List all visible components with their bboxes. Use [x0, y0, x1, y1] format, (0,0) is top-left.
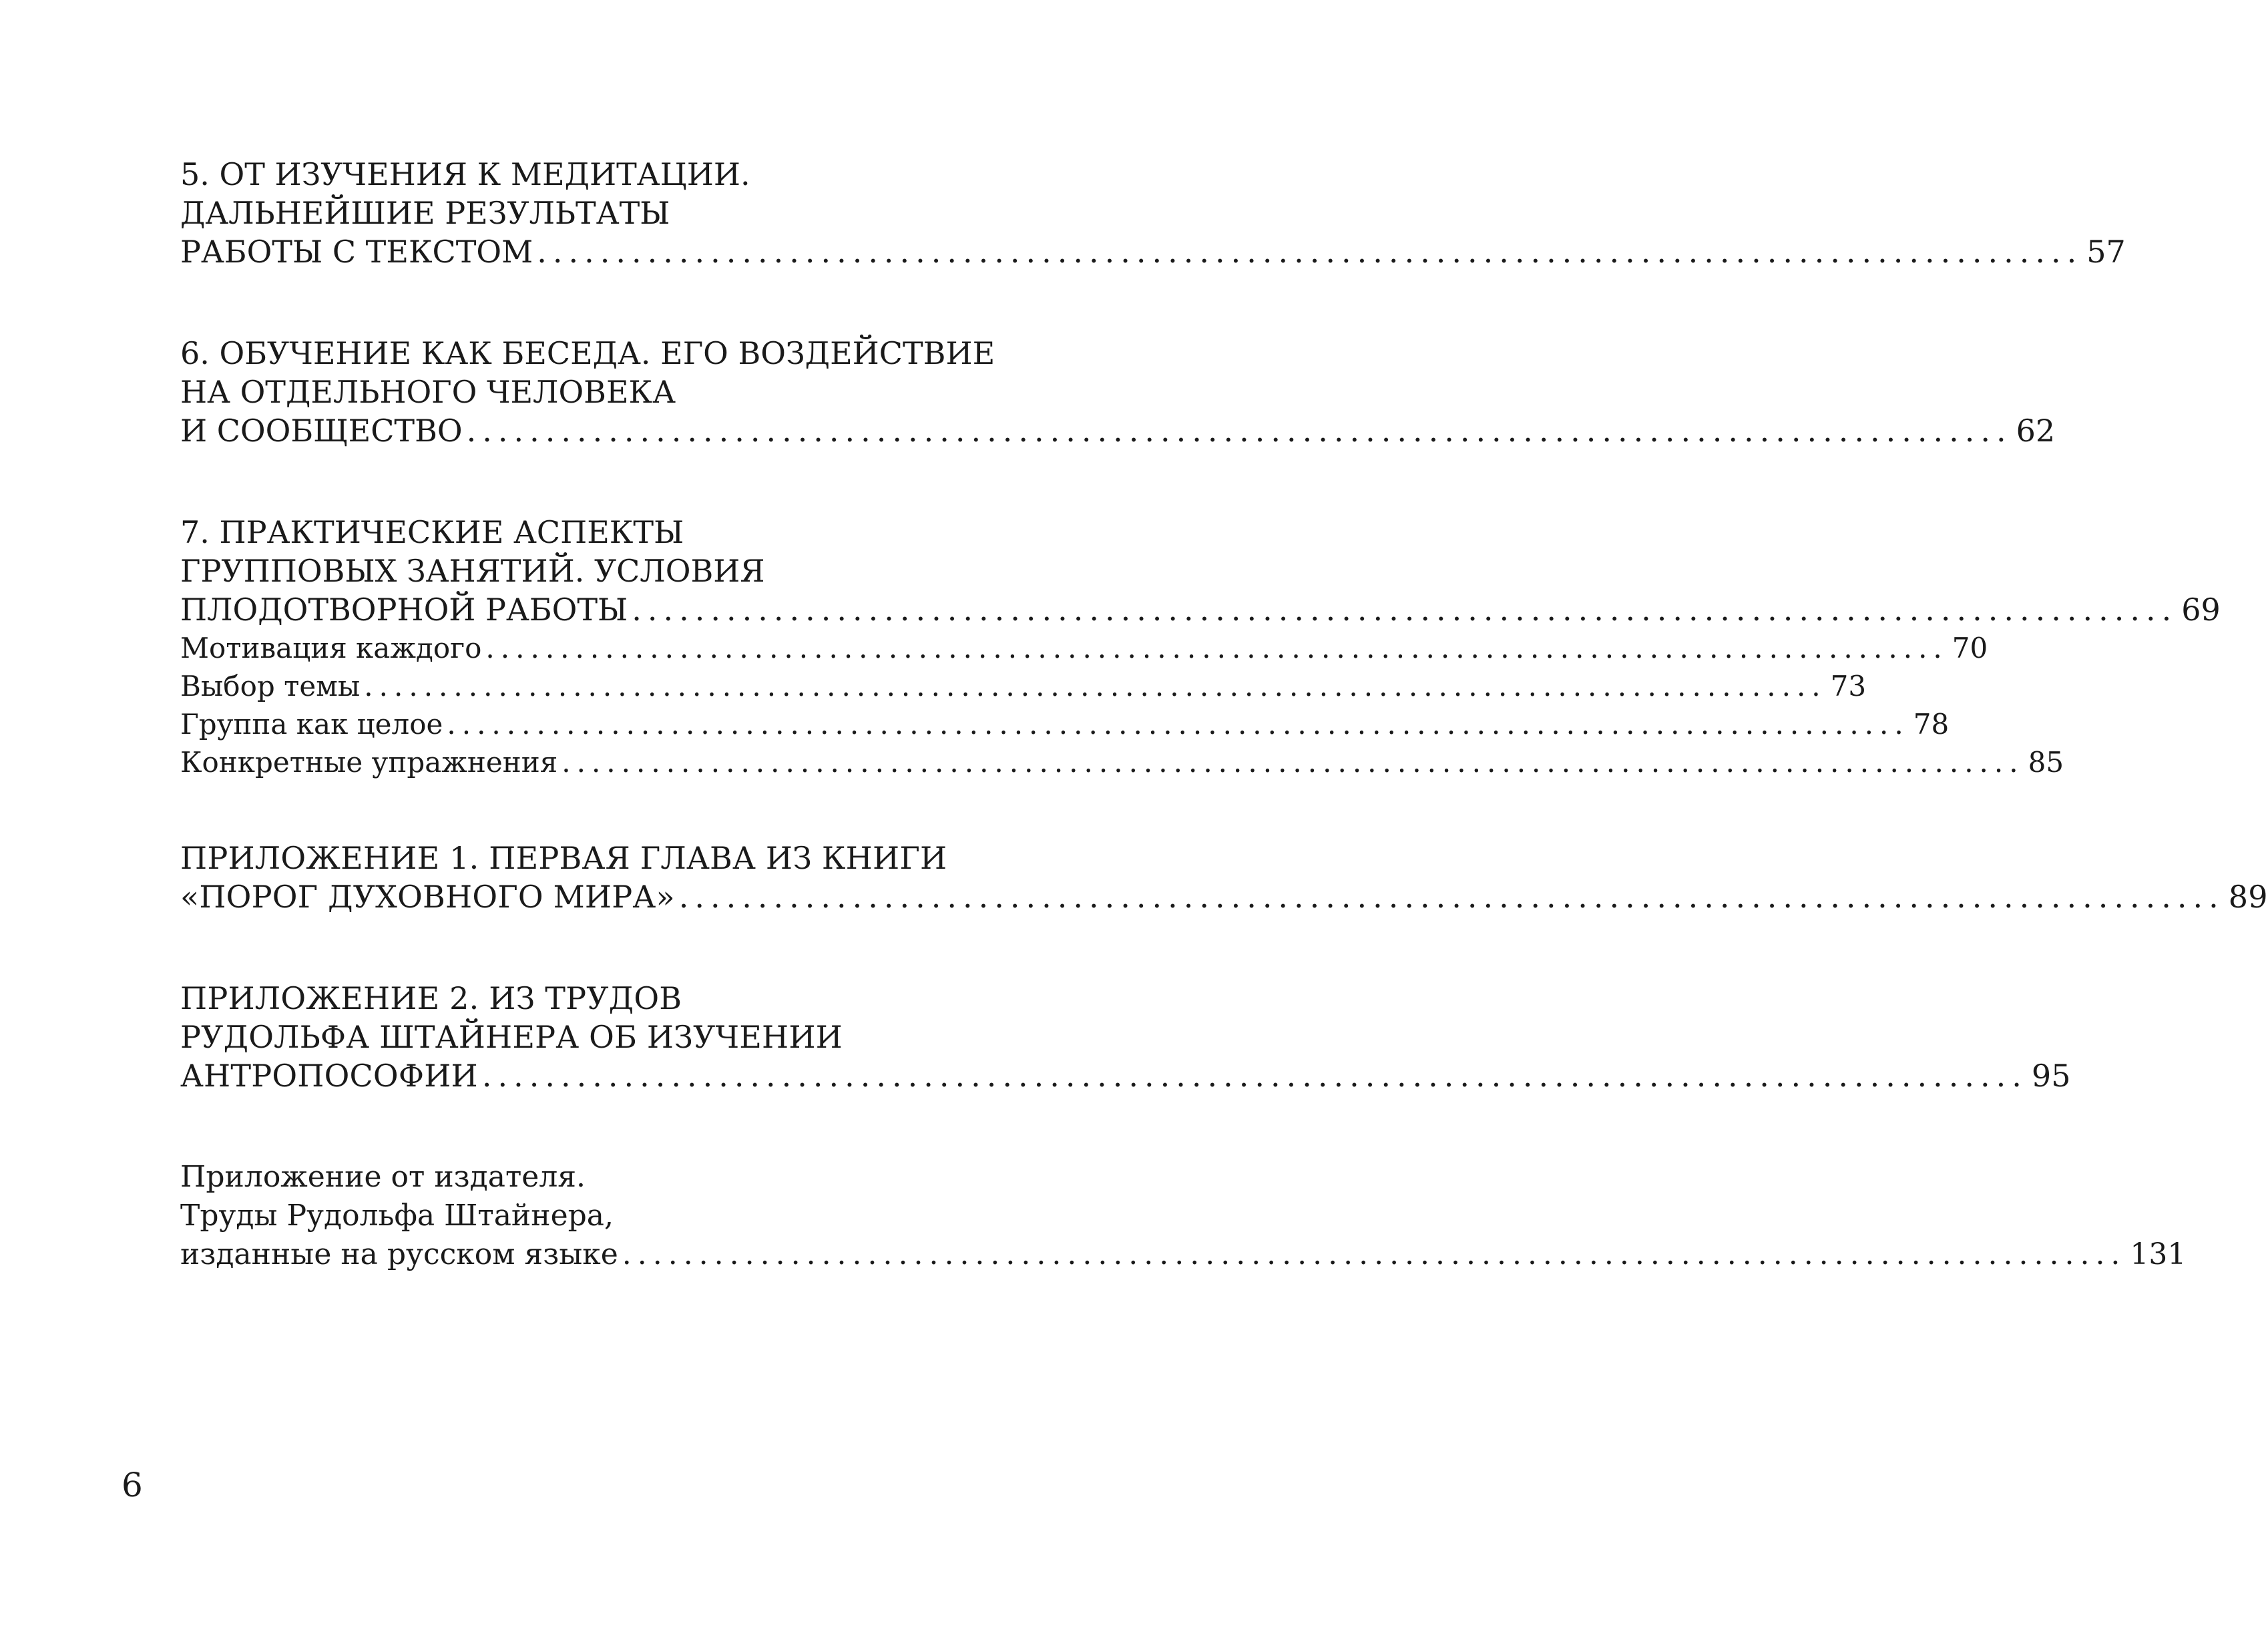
dot-leader: .................................................................................................. — [622, 1237, 2126, 1271]
toc-entry-title-line: 5. ОТ ИЗУЧЕНИЯ К МЕДИТАЦИИ. — [180, 156, 750, 192]
toc-entry-title-line: ПРИЛОЖЕНИЕ 2. ИЗ ТРУДОВ — [180, 980, 682, 1016]
toc-page-number: 95 — [2031, 1058, 2071, 1094]
toc-page-number: 85 — [2028, 746, 2064, 779]
table-of-contents — [180, 155, 2268, 1274]
dot-leader: .................................................................................................. — [678, 879, 2225, 915]
toc-entry-appendix-1[interactable] — [180, 839, 2268, 916]
toc-entry-title-line: ДАЛЬНЕЙШИЕ РЕЗУЛЬТАТЫ — [180, 195, 670, 231]
toc-entry-title-line: ПРИЛОЖЕНИЕ 1. ПЕРВАЯ ГЛАВА ИЗ КНИГИ — [180, 840, 947, 876]
toc-page-number: 70 — [1952, 632, 1988, 664]
toc-entry-title-line: изданные на русском языке .................................................................................................. 131 — [180, 1235, 940, 1274]
toc-entry-title-line: Труды Рудольфа Штайнера, — [180, 1199, 614, 1233]
dot-leader: .................................................................................................. — [447, 708, 1909, 741]
toc-entry-title-line: И СООБЩЕСТВО .................................................................................................. 62 — [180, 413, 2056, 449]
page-number: 6 — [122, 1466, 143, 1504]
toc-page-number: 131 — [2130, 1237, 2187, 1271]
dot-leader: .................................................................................................. — [561, 746, 2024, 779]
toc-page-number: 69 — [2181, 592, 2221, 628]
toc-subentry[interactable]: Мотивация каждого .................................................................................................. 70 — [180, 629, 940, 667]
dot-leader: .................................................................................................. — [537, 234, 2083, 270]
toc-page-number: 62 — [2016, 413, 2056, 449]
toc-entry-title-line: НА ОТДЕЛЬНОГО ЧЕЛОВЕКА — [180, 374, 676, 410]
toc-entry-title-line: АНТРОПОСОФИИ .................................................................................................. 95 — [180, 1058, 2071, 1094]
dot-leader: .................................................................................................. — [485, 632, 1948, 664]
toc-page-number: 89 — [2228, 879, 2268, 915]
toc-entry-title-line: 7. ПРАКТИЧЕСКИЕ АСПЕКТЫ — [180, 514, 684, 550]
toc-entry-title-line: Приложение от издателя. — [180, 1160, 586, 1194]
toc-entry-chapter-7[interactable] — [180, 513, 2221, 781]
toc-entry-publisher-appendix[interactable] — [180, 1158, 2187, 1274]
toc-entry-appendix-2[interactable] — [180, 979, 2071, 1095]
toc-entry-title-line: ГРУППОВЫХ ЗАНЯТИЙ. УСЛОВИЯ — [180, 553, 765, 589]
toc-page-number: 78 — [1913, 708, 1950, 741]
toc-entry-chapter-6[interactable] — [180, 334, 2056, 450]
dot-leader: .................................................................................................. — [364, 670, 1827, 702]
toc-page-number: 57 — [2086, 234, 2126, 270]
toc-subentry[interactable]: Группа как целое .................................................................................................. 78 — [180, 705, 940, 743]
toc-entry-title-line: «ПОРОГ ДУХОВНОГО МИРА» .................................................................................................. 89 — [180, 879, 2268, 915]
dot-leader: .................................................................................................. — [632, 592, 2178, 628]
toc-subentry[interactable]: Конкретные упражнения .................................................................................................. 85 — [180, 743, 940, 781]
dot-leader: .................................................................................................. — [466, 413, 2012, 449]
toc-entry-title-line: РУДОЛЬФА ШТАЙНЕРА ОБ ИЗУЧЕНИИ — [180, 1019, 843, 1055]
toc-entry-title-line: РАБОТЫ С ТЕКСТОМ .................................................................................................. 57 — [180, 234, 2126, 270]
toc-page-number: 73 — [1830, 670, 1867, 702]
toc-entry-title-line: 6. ОБУЧЕНИЕ КАК БЕСЕДА. ЕГО ВОЗДЕЙСТВИЕ — [180, 335, 995, 371]
dot-leader: .................................................................................................. — [481, 1058, 2028, 1094]
toc-subentry[interactable]: Выбор темы .................................................................................................. 73 — [180, 667, 940, 705]
toc-subentries — [180, 629, 2064, 781]
toc-entry-title-line: ПЛОДОТВОРНОЙ РАБОТЫ .................................................................................................. 69 — [180, 592, 2221, 628]
toc-entry-chapter-5[interactable] — [180, 155, 2126, 271]
